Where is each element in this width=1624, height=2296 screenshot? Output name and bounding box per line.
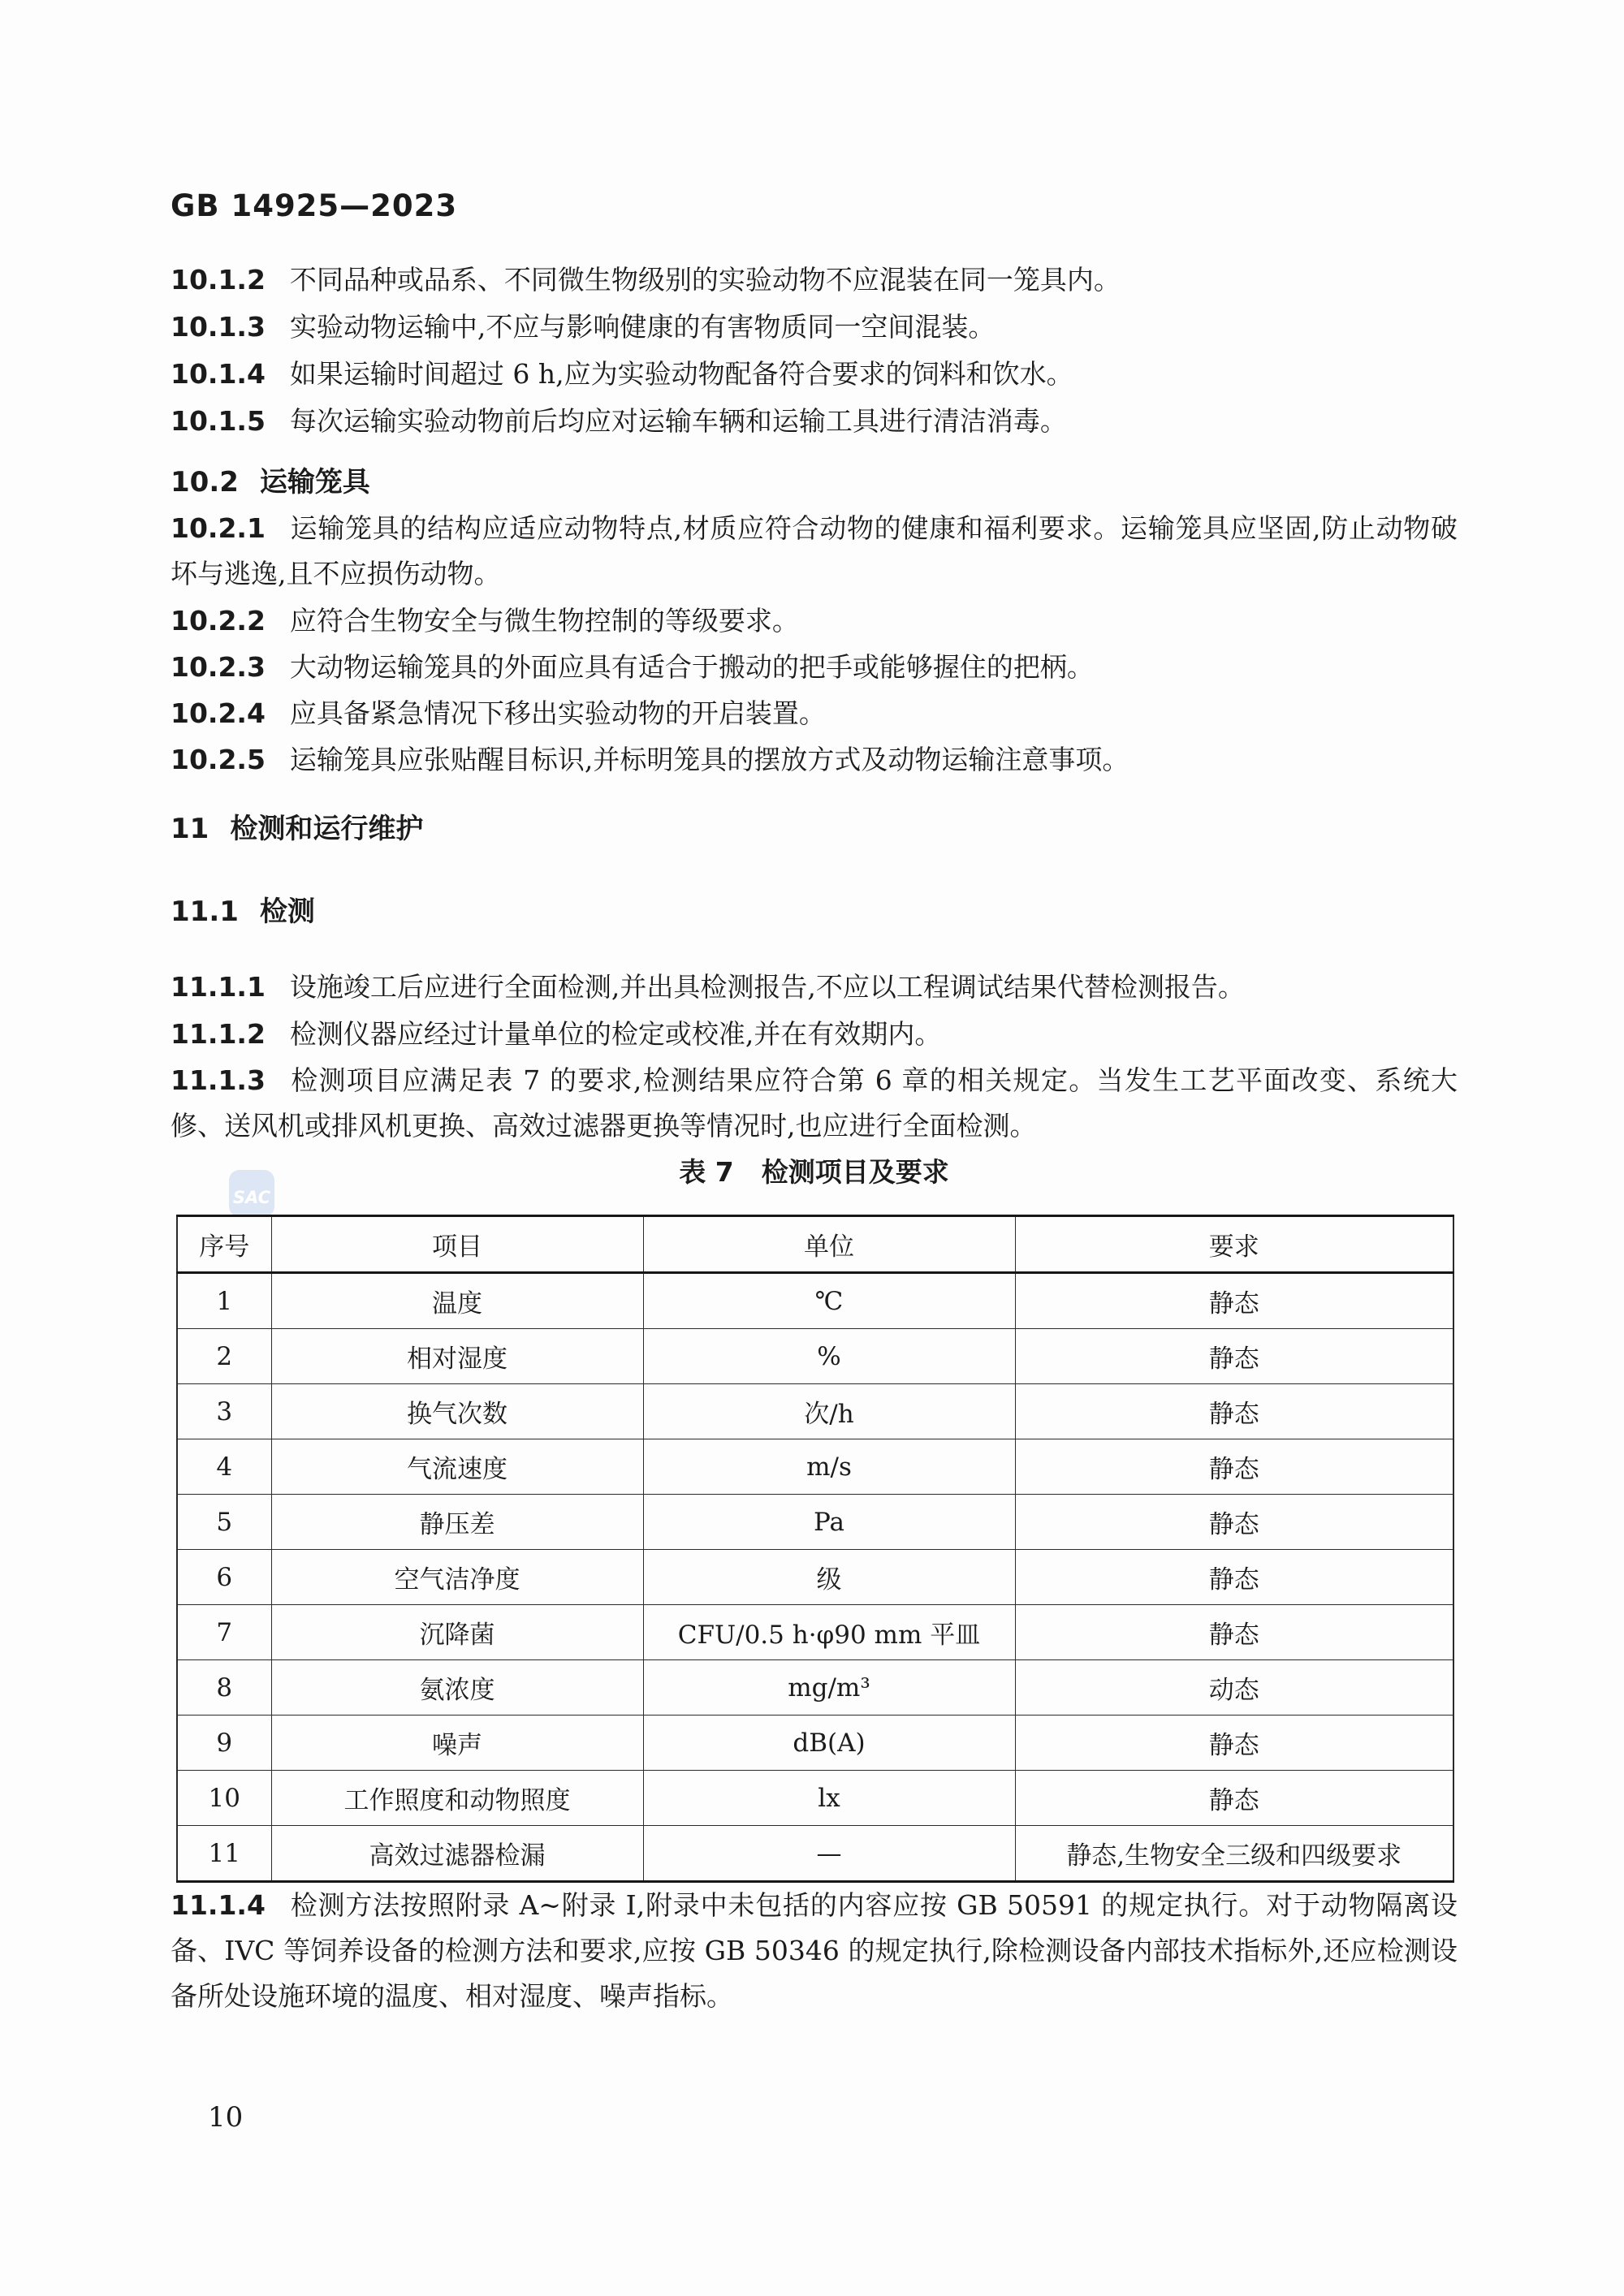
clause-11-1-3 (171, 1058, 1458, 1149)
table-cell: 氨浓度 (271, 1660, 643, 1716)
section-number: 11.1 (171, 896, 239, 928)
clause-number: 10.1.5 (171, 405, 266, 437)
table-cell: 11 (177, 1826, 271, 1882)
clause-10-2-3 (171, 644, 1458, 690)
table-cell: 静态 (1015, 1439, 1453, 1495)
table-cell: 静态 (1015, 1771, 1453, 1826)
table-cell: 4 (177, 1439, 271, 1495)
table-cell: 空气洁净度 (271, 1550, 643, 1605)
chapter-title: 检测和运行维护 (230, 813, 424, 845)
table-cell: dB(A) (643, 1716, 1015, 1771)
table-cell: 3 (177, 1384, 271, 1439)
page-content (171, 0, 1458, 2019)
clause-text: 每次运输实验动物前后均应对运输车辆和运输工具进行清洁消毒。 (289, 405, 1067, 437)
table-cell: lx (643, 1771, 1015, 1826)
clause-group-10-1 (171, 257, 1458, 445)
clause-number: 10.2.5 (171, 744, 266, 775)
page-number: 10 (208, 2101, 244, 2134)
table-row (177, 1329, 1453, 1384)
table-cell: 5 (177, 1495, 271, 1550)
clause-number: 10.1.3 (171, 311, 266, 343)
clause-10-1-2 (171, 257, 1458, 304)
table-cell: 静态 (1015, 1495, 1453, 1550)
table7-caption (171, 1149, 1458, 1196)
table-cell: 10 (177, 1771, 271, 1826)
table-row (177, 1495, 1453, 1550)
clause-text: 不同品种或品系、不同微生物级别的实验动物不应混装在同一笼具内。 (289, 264, 1121, 296)
table-cell: 静态 (1015, 1716, 1453, 1771)
table7-detection-items (176, 1215, 1454, 1883)
table7-caption-title: 检测项目及要求 (761, 1156, 949, 1188)
table-cell: 级 (643, 1550, 1015, 1605)
clause-10-1-3 (171, 304, 1458, 351)
table-cell: 噪声 (271, 1716, 643, 1771)
clause-group-10-2 (171, 598, 1458, 783)
section-number: 10.2 (171, 466, 239, 498)
table-cell: 静态 (1015, 1384, 1453, 1439)
clause-number: 11.1.4 (171, 1889, 266, 1921)
clause-number: 11.1.3 (171, 1064, 266, 1096)
table-cell: 动态 (1015, 1660, 1453, 1716)
standard-number-header: GB 14925—2023 (171, 188, 458, 223)
clause-11-1-1 (171, 964, 1458, 1011)
clause-number: 10.2.2 (171, 605, 266, 637)
table-cell: 6 (177, 1550, 271, 1605)
clause-text: 应具备紧急情况下移出实验动物的开启装置。 (289, 697, 826, 729)
clause-number: 10.1.2 (171, 264, 266, 296)
clause-10-1-5 (171, 398, 1458, 445)
clause-text: 检测项目应满足表 7 的要求,检测结果应符合第 6 章的相关规定。当发生工艺平面改变、系统大修、送风机或排风机更换、高效过滤器更换等情况时,也应进行全面检测。 (171, 1064, 1458, 1142)
clause-number: 11.1.1 (171, 971, 266, 1003)
clause-number: 10.2.4 (171, 697, 266, 729)
table-cell: 静态 (1015, 1550, 1453, 1605)
clause-text: 如果运输时间超过 6 h,应为实验动物配备符合要求的饲料和饮水。 (289, 358, 1073, 390)
table-cell: 相对湿度 (271, 1329, 643, 1384)
table-cell: 9 (177, 1716, 271, 1771)
table-cell: % (643, 1329, 1015, 1384)
clause-10-2-4 (171, 690, 1458, 736)
table-cell: 高效过滤器检漏 (271, 1826, 643, 1882)
table-cell: ℃ (643, 1273, 1015, 1329)
table-cell: Pa (643, 1495, 1015, 1550)
table-cell: 静态 (1015, 1329, 1453, 1384)
col-header-item: 项目 (271, 1216, 643, 1273)
table-row (177, 1439, 1453, 1495)
clause-text: 检测方法按照附录 A~附录 I,附录中未包括的内容应按 GB 50591 的规定执行。对于动物隔离设备、IVC 等饲养设备的检测方法和要求,应按 GB 50346 的规定执行,除检测设备内部技术指标外,还应检测设备所处设施环境的温度、相对湿度、噪声指标。 (171, 1889, 1458, 2012)
table7-header-row (177, 1216, 1453, 1273)
clause-10-2-5 (171, 736, 1458, 783)
table-row (177, 1826, 1453, 1882)
col-header-unit: 单位 (643, 1216, 1015, 1273)
table-cell: 静压差 (271, 1495, 643, 1550)
section-title: 运输笼具 (259, 466, 370, 498)
sac-watermark-logo: SAC (229, 1170, 274, 1217)
table-row (177, 1550, 1453, 1605)
clause-11-1-2 (171, 1011, 1458, 1058)
table-cell: mg/m³ (643, 1660, 1015, 1716)
clause-10-1-4 (171, 351, 1458, 398)
clause-10-2-2 (171, 598, 1458, 644)
clause-text: 运输笼具的结构应适应动物特点,材质应符合动物的健康和福利要求。运输笼具应坚固,防止动物破坏与逃逸,且不应损伤动物。 (171, 512, 1458, 589)
clause-text: 大动物运输笼具的外面应具有适合于搬动的把手或能够握住的把柄。 (289, 651, 1094, 683)
clause-text: 应符合生物安全与微生物控制的等级要求。 (289, 605, 799, 637)
table-cell: 气流速度 (271, 1439, 643, 1495)
table-cell: 静态,生物安全三级和四级要求 (1015, 1826, 1453, 1882)
clause-text: 检测仪器应经过计量单位的检定或校准,并在有效期内。 (289, 1018, 942, 1050)
table-cell: 温度 (271, 1273, 643, 1329)
clause-11-1-4 (171, 1883, 1458, 2019)
clause-text: 设施竣工后应进行全面检测,并出具检测报告,不应以工程调试结果代替检测报告。 (289, 971, 1245, 1003)
clause-number: 10.1.4 (171, 358, 266, 390)
clause-number: 10.2.1 (171, 512, 266, 544)
table-cell: m/s (643, 1439, 1015, 1495)
col-header-index: 序号 (177, 1216, 271, 1273)
clause-text: 实验动物运输中,不应与影响健康的有害物质同一空间混装。 (289, 311, 996, 343)
table-cell: 静态 (1015, 1273, 1453, 1329)
chapter-heading-11 (171, 805, 1458, 852)
table-cell: 1 (177, 1273, 271, 1329)
table-row (177, 1384, 1453, 1439)
table-row (177, 1771, 1453, 1826)
section-title: 检测 (259, 896, 315, 928)
section-heading-10-2 (171, 459, 1458, 506)
clause-number: 10.2.3 (171, 651, 266, 683)
clause-10-2-1 (171, 506, 1458, 597)
table-cell: CFU/0.5 h·φ90 mm 平皿 (643, 1605, 1015, 1660)
table-cell: 静态 (1015, 1605, 1453, 1660)
clause-number: 11.1.2 (171, 1018, 266, 1050)
table-cell: 次/h (643, 1384, 1015, 1439)
clause-group-11-1 (171, 964, 1458, 1149)
table-cell: 8 (177, 1660, 271, 1716)
table7-caption-label: 表 7 (679, 1156, 734, 1188)
table-cell: — (643, 1826, 1015, 1882)
chapter-number: 11 (171, 813, 209, 845)
col-header-requirement: 要求 (1015, 1216, 1453, 1273)
clause-text: 运输笼具应张贴醒目标识,并标明笼具的摆放方式及动物运输注意事项。 (289, 744, 1129, 775)
table-row (177, 1273, 1453, 1329)
table-cell: 7 (177, 1605, 271, 1660)
table-cell: 工作照度和动物照度 (271, 1771, 643, 1826)
table-row (177, 1660, 1453, 1716)
table-cell: 2 (177, 1329, 271, 1384)
section-heading-11-1 (171, 888, 1458, 935)
table-cell: 沉降菌 (271, 1605, 643, 1660)
table-row (177, 1605, 1453, 1660)
table-cell: 换气次数 (271, 1384, 643, 1439)
table7-body (177, 1273, 1453, 1882)
table-row (177, 1716, 1453, 1771)
